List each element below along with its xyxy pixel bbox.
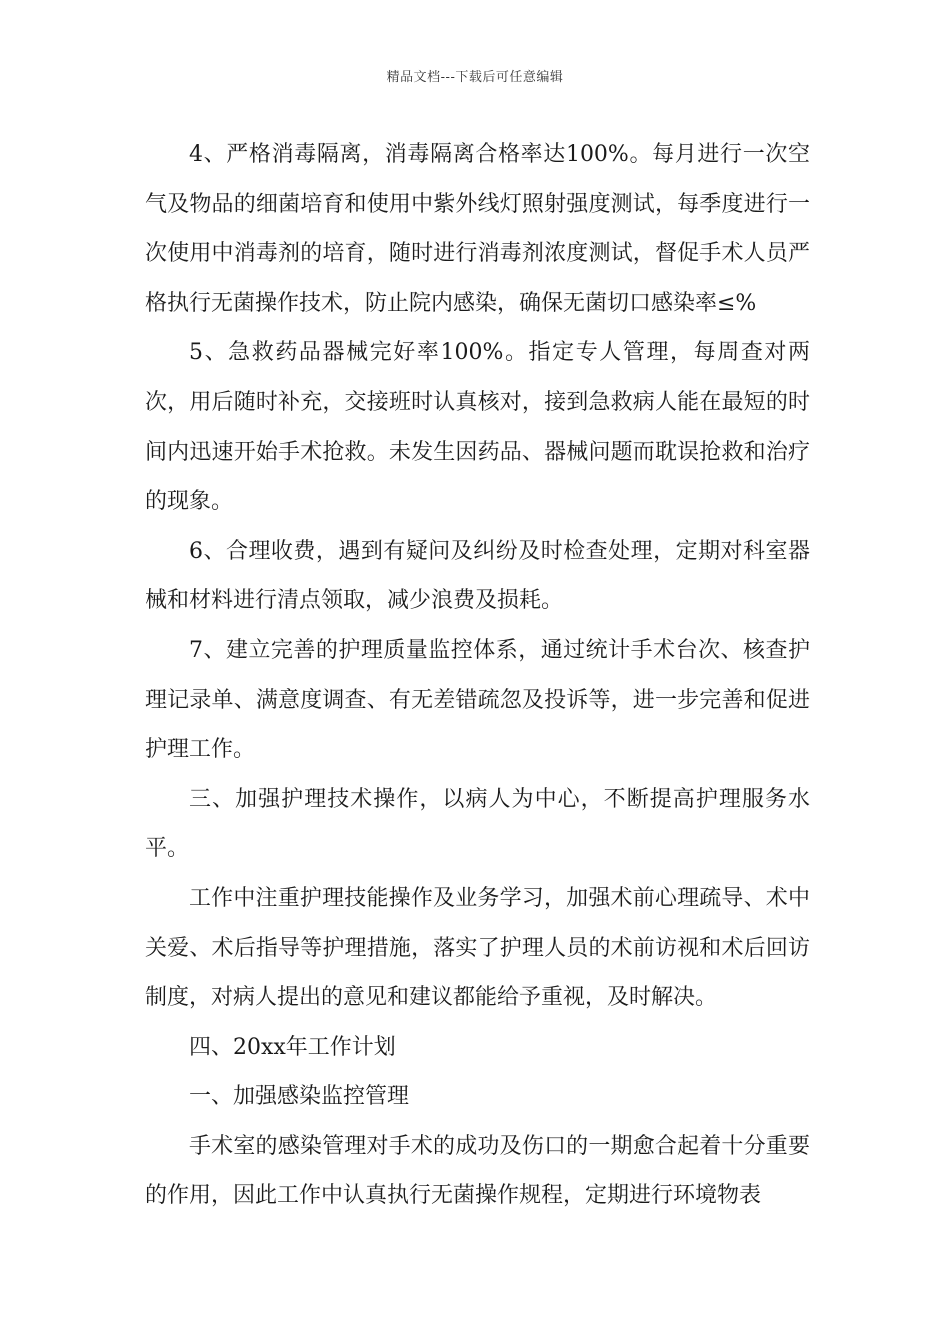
section-heading-3: 三、加强护理技术操作，以病人为中心，不断提高护理服务水平。: [145, 786, 810, 862]
page-header: 精品文档---下载后可任意编辑: [386, 70, 564, 85]
paragraph-item-4: 4、严格消毒隔离，消毒隔离合格率达100%。每月进行一次空气及物品的细菌培育和使用中紫外线灯照射强度测试，每季度进行一次使用中消毒剂的培育，随时进行消毒剂浓度测试，督促手术人员严格执行无菌操作技术，防止院内感染，确保无菌切口感染率≤%: [145, 142, 810, 316]
paragraph-nursing-skills: 工作中注重护理技能操作及业务学习，加强术前心理疏导、术中关爱、术后指导等护理措施，落实了护理人员的术前访视和术后回访制度，对病人提出的意见和建议都能给予重视，及时解决。: [145, 885, 810, 1011]
document-body: [145, 130, 810, 1221]
paragraph-item-7: 7、建立完善的护理质量监控体系，通过统计手术台次、核查护理记录单、满意度调查、有无差错疏忽及投诉等，进一步完善和促进护理工作。: [145, 637, 810, 763]
section-heading-4: 四、20xx年工作计划: [189, 1034, 396, 1060]
paragraph-infection-control: 手术室的感染管理对手术的成功及伤口的一期愈合起着十分重要的作用，因此工作中认真执行无菌操作规程，定期进行环境物表: [145, 1133, 810, 1209]
paragraph-item-6: 6、合理收费，遇到有疑问及纠纷及时检查处理，定期对科室器械和材料进行清点领取，减少浪费及损耗。: [145, 538, 810, 614]
subsection-heading-1: 一、加强感染监控管理: [189, 1084, 410, 1110]
paragraph-item-5: 5、急救药品器械完好率100%。指定专人管理，每周查对两次，用后随时补充，交接班时认真核对，接到急救病人能在最短的时间内迅速开始手术抢救。未发生因药品、器械问题而耽误抢救和治疗的现象。: [145, 340, 810, 515]
